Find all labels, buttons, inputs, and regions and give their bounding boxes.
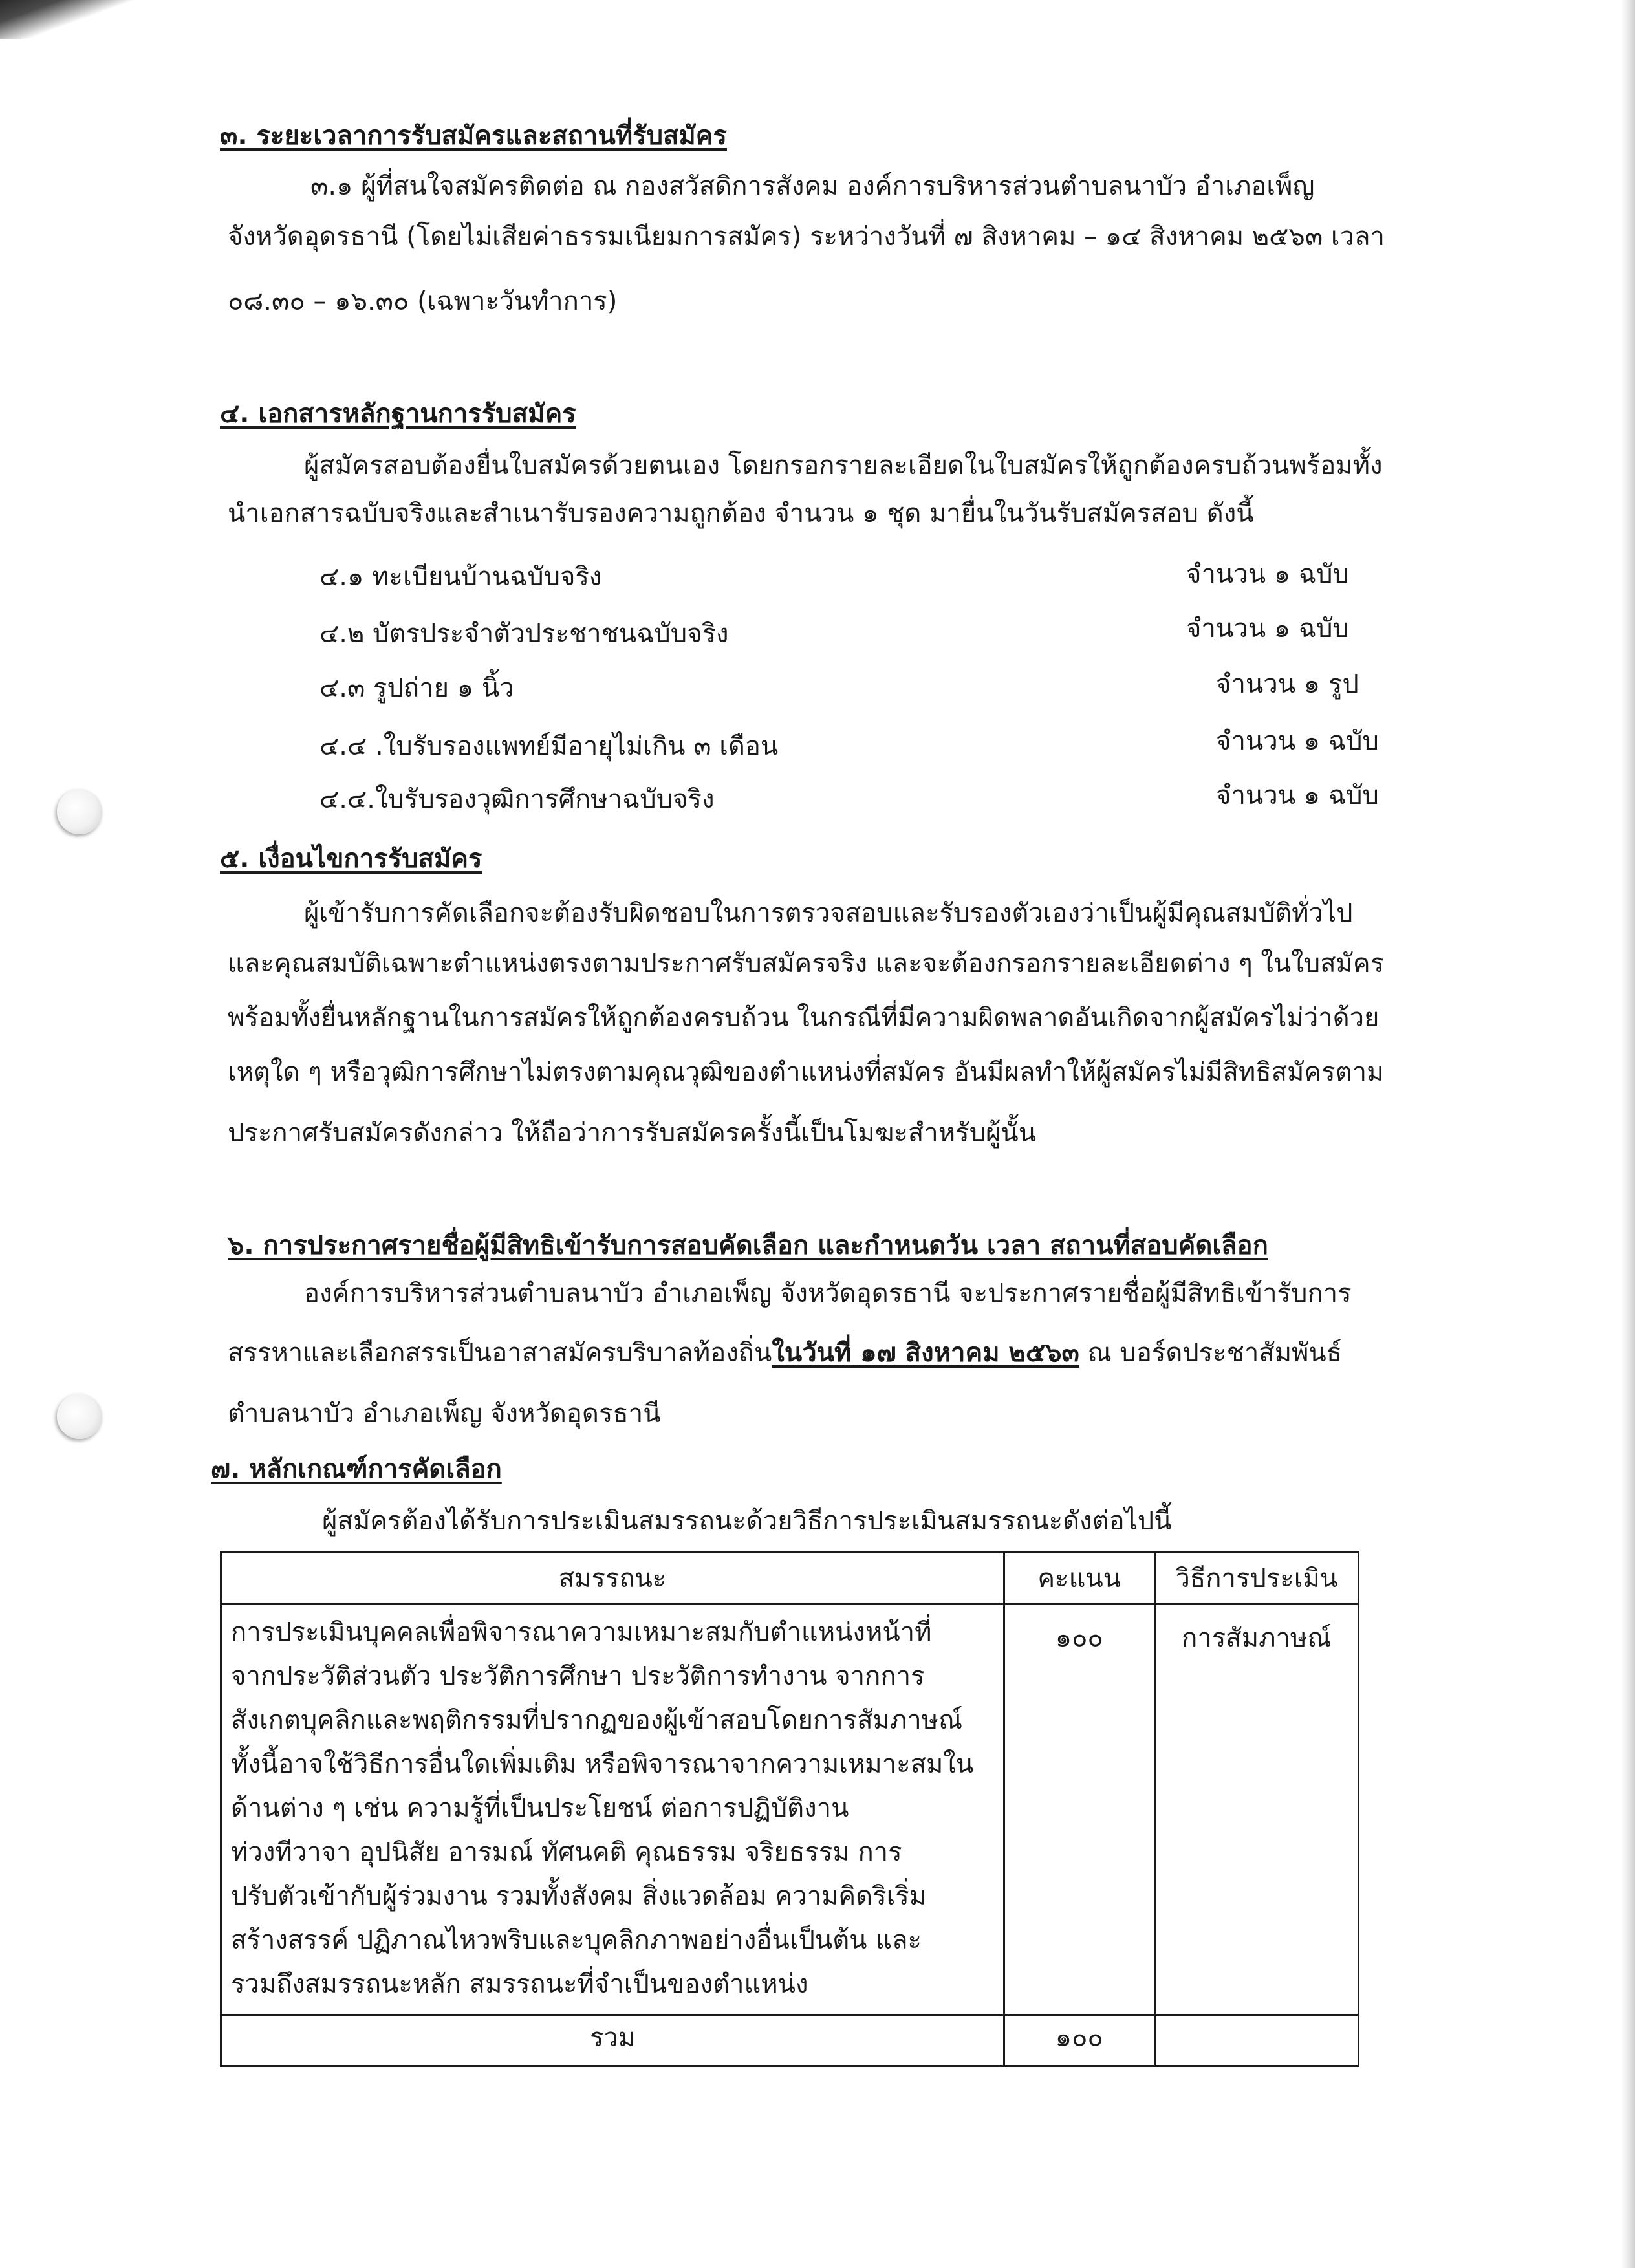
total-score: ๑๐๐: [1004, 2015, 1154, 2066]
description-line: จากประวัติส่วนตัว ประวัติการศึกษา ประวัติการทำงาน จากการ: [231, 1661, 925, 1691]
section6-line: องค์การบริหารส่วนตำบลนาบัว อำเภอเพ็ญ จังหวัดอุดรธานี จะประกาศรายชื่อผู้มีสิทธิเข้ารับการ: [304, 1279, 1352, 1308]
document-item-label: ๔.๔ .ใบรับรองแพทย์มีอายุไม่เกิน ๓ เดือน: [319, 731, 779, 761]
document-item-qty: จำนวน ๑ ฉบับ: [1186, 559, 1349, 589]
section5-line: และคุณสมบัติเฉพาะตำแหน่งตรงตามประกาศรับสมัครจริง และจะต้องกรอกรายละเอียดต่าง ๆ ในใบสมัคร: [228, 949, 1385, 978]
document-item-label: ๔.๓ รูปถ่าย ๑ นิ้ว: [319, 673, 514, 703]
table-header-competency: สมรรถนะ: [221, 1552, 1004, 1604]
description-line: รวมถึงสมรรถนะหลัก สมรรถนะที่จำเป็นของตำแหน่ง: [231, 1969, 808, 1999]
section5-heading: ๕. เงื่อนไขการรับสมัคร: [220, 844, 482, 874]
method-value: การสัมภาษณ์: [1154, 1604, 1358, 2015]
section5-line: เหตุใด ๆ หรือวุฒิการศึกษาไม่ตรงตามคุณวุฒิของตำแหน่งที่สมัคร อันมีผลทำให้ผู้สมัครไม่มีสิทธิสมัครตาม: [228, 1057, 1384, 1087]
criteria-table: [220, 1551, 1359, 2067]
description-line: ปรับตัวเข้ากับผู้ร่วมงาน รวมทั้งสังคม สิ่งแวดล้อม ความคิดริเริ่ม: [231, 1881, 927, 1911]
description-line: การประเมินบุคคลเพื่อพิจารณาความเหมาะสมกับตำแหน่งหน้าที่: [231, 1617, 932, 1647]
section4-line: นำเอกสารฉบับจริงและสำเนารับรองความถูกต้อง จำนวน ๑ ชุด มายื่นในวันรับสมัครสอบ ดังนี้: [228, 499, 1254, 528]
document-item-label: ๔.๔.ใบรับรองวุฒิการศึกษาฉบับจริง: [319, 784, 715, 814]
description-line: สังเกตบุคลิกและพฤติกรรมที่ปรากฏของผู้เข้าสอบโดยการสัมภาษณ์: [231, 1705, 963, 1735]
description-line: สร้างสรรค์ ปฏิภาณไหวพริบและบุคลิกภาพอย่างอื่นเป็นต้น และ: [231, 1925, 922, 1955]
table-row: [221, 1604, 1359, 2015]
section3-line: ๐๘.๓๐ – ๑๖.๓๐ (เฉพาะวันทำการ): [228, 286, 618, 316]
description-line: ทั้งนี้อาจใช้วิธีการอื่นใดเพิ่มเติม หรือพิจารณาจากความเหมาะสมใน: [231, 1749, 974, 1779]
punch-hole: [57, 789, 102, 834]
section7-intro: ผู้สมัครต้องได้รับการประเมินสมรรถนะด้วยวิธีการประเมินสมรรถนะดังต่อไปนี้: [322, 1506, 1172, 1536]
punch-hole: [57, 1394, 102, 1439]
section7-heading: ๗. หลักเกณฑ์การคัดเลือก: [211, 1454, 502, 1484]
scan-shadow-right: [1621, 0, 1635, 2268]
score-value: ๑๐๐: [1004, 1604, 1154, 2015]
section4-line: ผู้สมัครสอบต้องยื่นใบสมัครด้วยตนเอง โดยกรอกรายละเอียดในใบสมัครให้ถูกต้องครบถ้วนพร้อมทั้ง: [304, 451, 1383, 481]
total-method-empty: [1154, 2015, 1358, 2066]
table-total-row: [221, 2015, 1359, 2066]
section5-line: ผู้เข้ารับการคัดเลือกจะต้องรับผิดชอบในการตรวจสอบและรับรองตัวเองว่าเป็นผู้มีคุณสมบัติทั่วไป: [304, 898, 1353, 928]
section3-heading: ๓. ระยะเวลาการรับสมัครและสถานที่รับสมัคร: [220, 121, 728, 151]
table-header-method: วิธีการประเมิน: [1154, 1552, 1358, 1604]
scan-shadow-top: [0, 0, 194, 39]
section3-line: จังหวัดอุดรธานี (โดยไม่เสียค่าธรรมเนียมการสมัคร) ระหว่างวันที่ ๗ สิงหาคม – ๑๔ สิงหาคม ๒๕๖๓ เวลา: [228, 222, 1385, 252]
section5-line: พร้อมทั้งยื่นหลักฐานในการสมัครให้ถูกต้องครบถ้วน ในกรณีที่มีความผิดพลาดอันเกิดจากผู้สมัครไม่ว่าด้วย: [228, 1003, 1380, 1033]
description-line: ด้านต่าง ๆ เช่น ความรู้ที่เป็นประโยชน์ ต่อการปฏิบัติงาน: [231, 1793, 849, 1823]
section6-line: ตำบลนาบัว อำเภอเพ็ญ จังหวัดอุดรธานี: [228, 1399, 661, 1429]
table-header-row: [221, 1552, 1359, 1604]
table-header-score: คะแนน: [1004, 1552, 1154, 1604]
document-item-label: ๔.๒ บัตรประจำตัวประชาชนฉบับจริง: [319, 619, 729, 649]
document-item-qty: จำนวน ๑ ฉบับ: [1216, 781, 1379, 810]
section6-heading: ๖. การประกาศรายชื่อผู้มีสิทธิเข้ารับการสอบคัดเลือก และกำหนดวัน เวลา สถานที่สอบคัดเลือก: [228, 1231, 1268, 1260]
section6-line: [228, 1336, 1342, 1370]
document-item-qty: จำนวน ๑ รูป: [1216, 669, 1359, 699]
section6-line2-text: ณ บอร์ดประชาสัมพันธ์: [1079, 1338, 1343, 1368]
document-item-qty: จำนวน ๑ ฉบับ: [1186, 614, 1349, 643]
competency-description: [221, 1604, 1004, 2015]
description-line: ท่วงทีวาจา อุปนิสัย อารมณ์ ทัศนคติ คุณธรรม จริยธรรม การ: [231, 1837, 902, 1867]
section5-line: ประกาศรับสมัครดังกล่าว ให้ถือว่าการรับสมัครครั้งนี้เป็นโมฆะสำหรับผู้นั้น: [228, 1118, 1037, 1148]
document-item-qty: จำนวน ๑ ฉบับ: [1216, 726, 1379, 756]
total-label: รวม: [221, 2015, 1004, 2066]
document-item-label: ๔.๑ ทะเบียนบ้านฉบับจริง: [319, 562, 602, 592]
section6-line2-text: สรรหาและเลือกสรรเป็นอาสาสมัครบริบาลท้องถิ่น: [228, 1338, 772, 1368]
announcement-date: ในวันที่ ๑๗ สิงหาคม ๒๕๖๓: [772, 1338, 1079, 1368]
section4-heading: ๔. เอกสารหลักฐานการรับสมัคร: [220, 399, 576, 429]
section3-line: ๓.๑ ผู้ที่สนใจสมัครติดต่อ ณ กองสวัสดิการสังคม องค์การบริหารส่วนตำบลนาบัว อำเภอเพ็ญ: [310, 171, 1315, 201]
